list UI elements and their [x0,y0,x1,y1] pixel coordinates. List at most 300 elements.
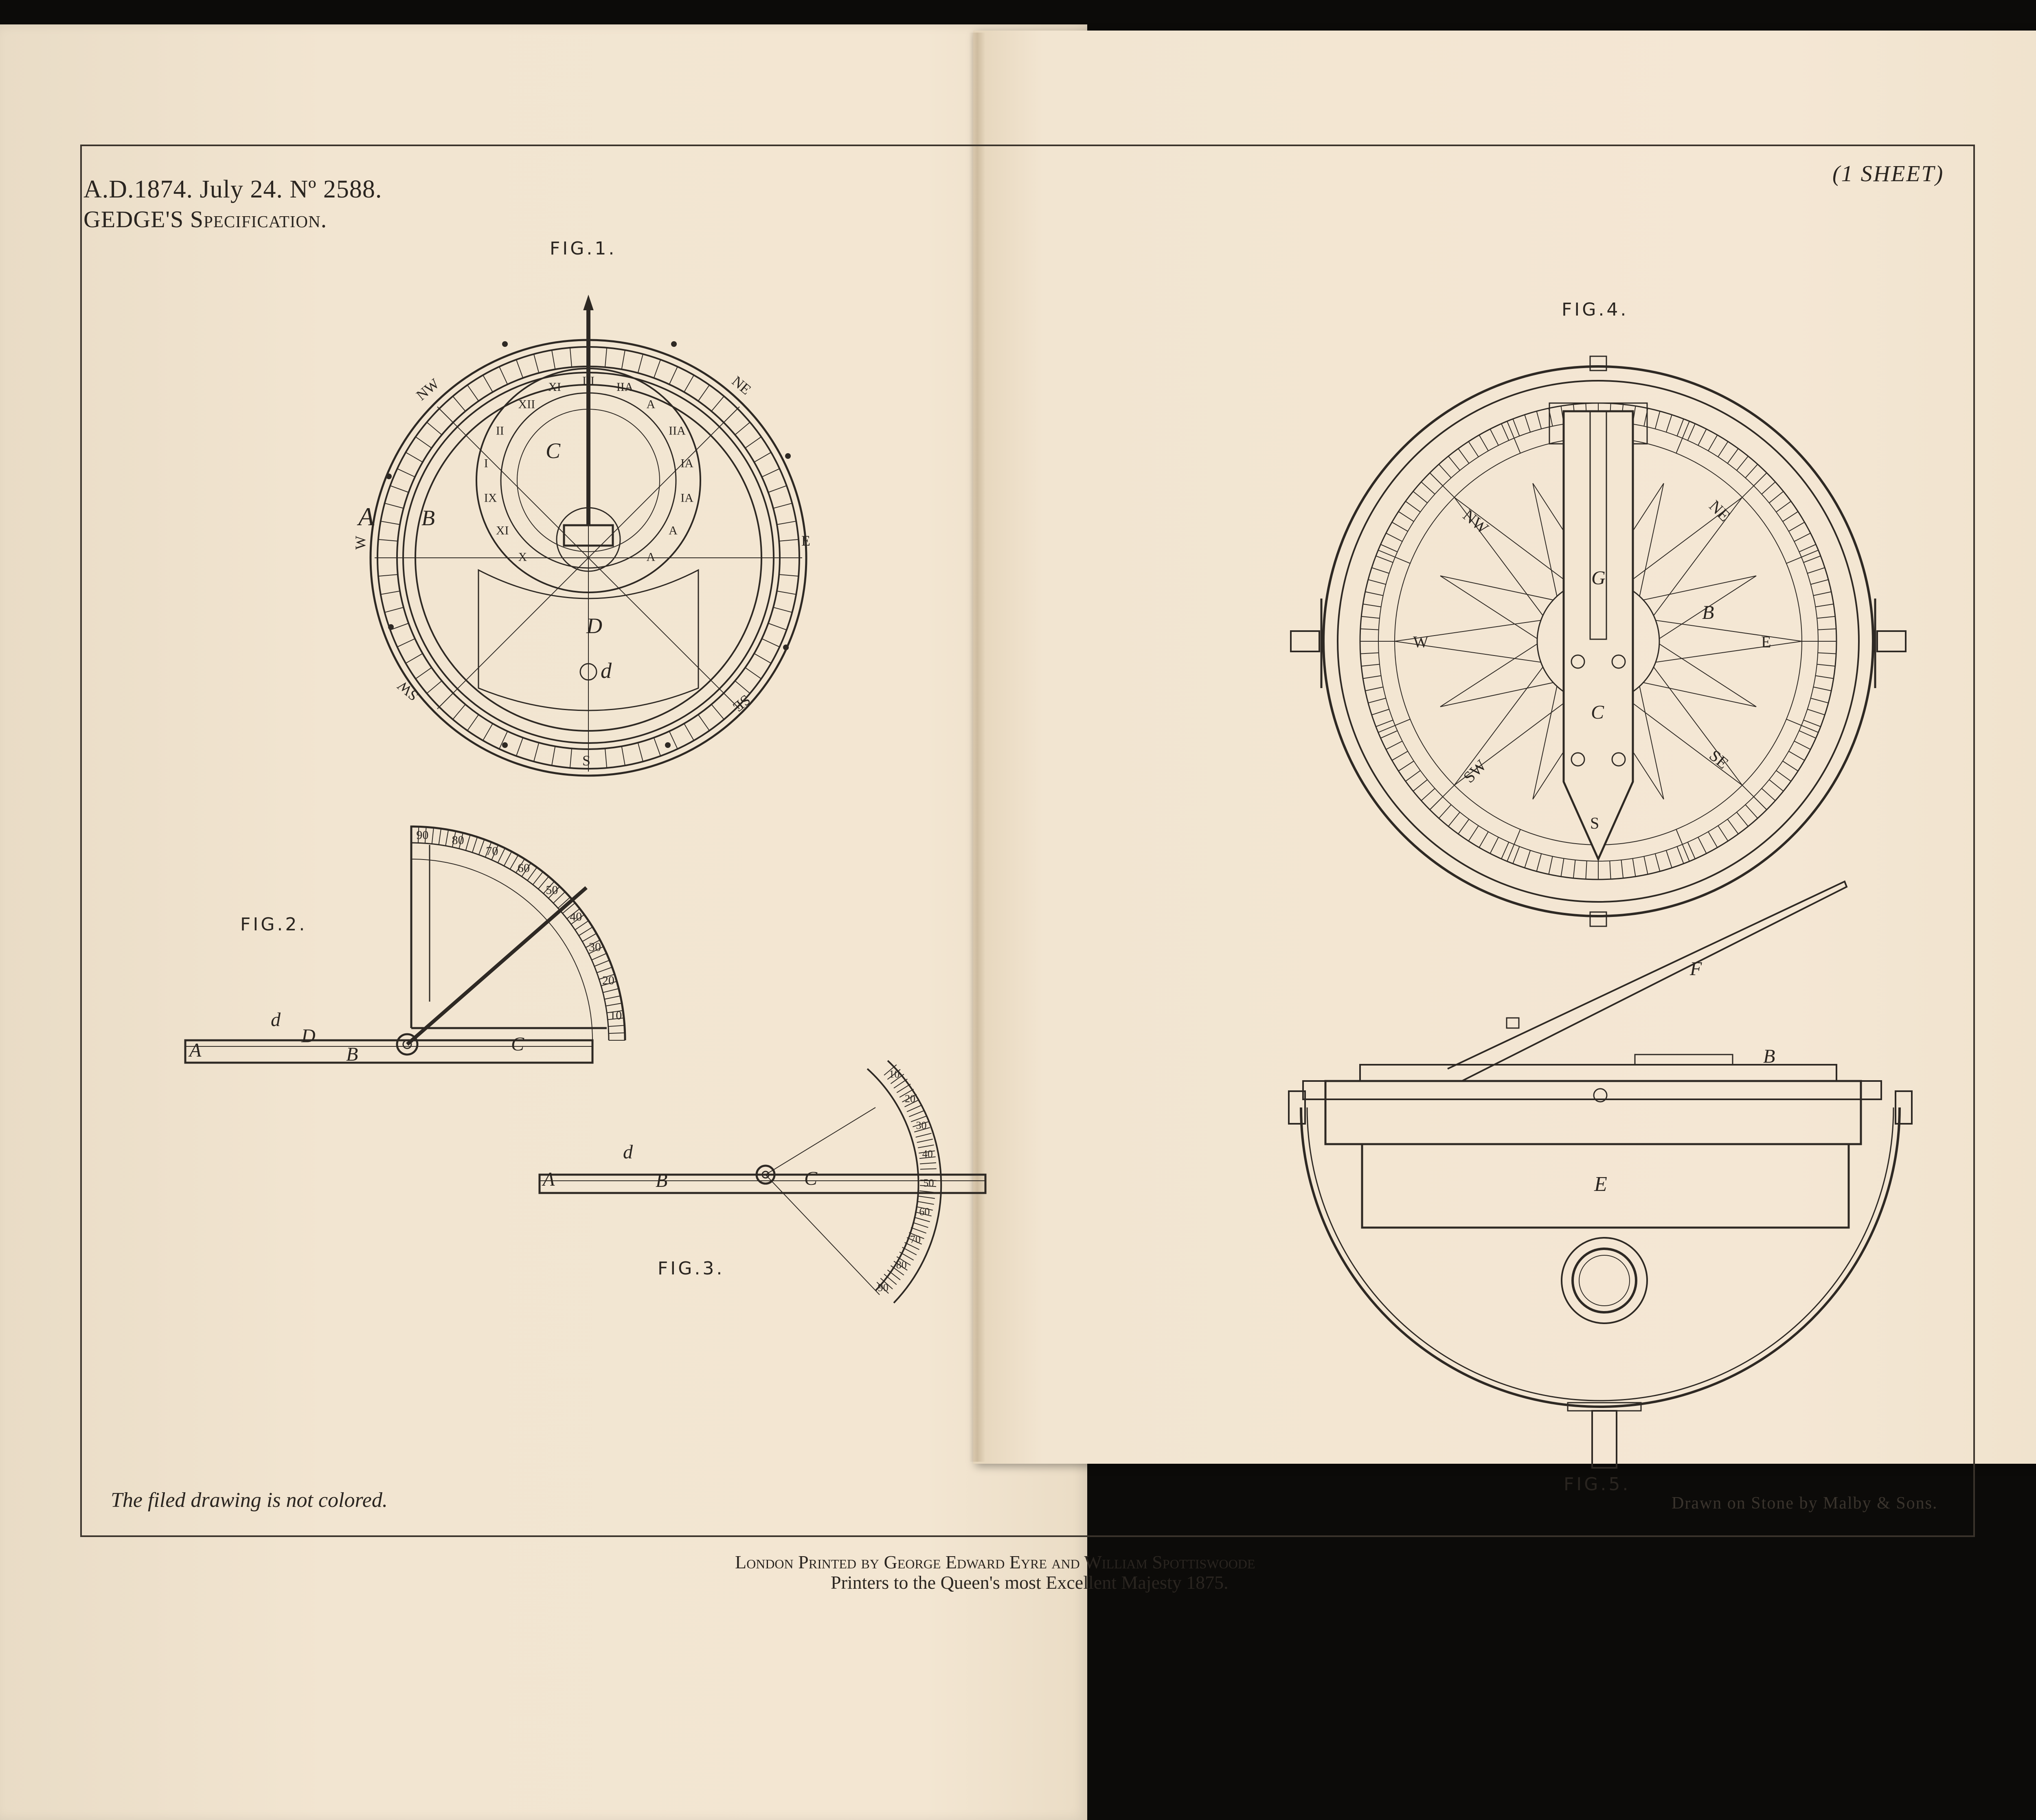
rose-point-line [1440,644,1537,706]
hour-numeral: XI [496,524,509,537]
fig2-label-C: C [511,1033,524,1055]
scale-tick [1688,424,1695,441]
fig1-label-B: B [421,506,435,530]
fig3-quadrant [540,1061,985,1303]
scale-tick [711,704,724,719]
scale-tick [1644,856,1648,874]
scale-tick [735,422,750,435]
scale-tick [445,830,448,846]
scale-tick [1363,604,1381,607]
rose-point-line [1533,686,1557,799]
scale-tick [654,360,660,378]
rose-point-line [1656,641,1802,662]
scale-tick [605,348,607,367]
fig1-dir-E: E [801,533,810,549]
fig1-dir-S: S [582,752,591,769]
scale-tick [1677,846,1684,864]
scale-tick [1439,464,1451,478]
lithographer-credit: Drawn on Stone by Malby & Sons. [1672,1494,1938,1513]
scale-tick [654,738,660,756]
scale-tick [1386,533,1402,541]
scale-tick [762,639,780,647]
hour-numeral: IIA [669,424,686,438]
sheet-count: (1 SHEET) [1832,161,1944,186]
scale-tick [385,607,404,612]
hour-numeral: X [518,550,527,564]
fig4-dir-SE: SE [1706,746,1732,772]
scale-tick [1365,687,1383,691]
scale-tick [479,840,485,855]
scale-tick [1718,826,1728,841]
fig4-dir-NE: NE [1705,496,1734,525]
scale-tick [385,503,404,508]
scale-tick [1479,435,1489,451]
scale-tick [1718,441,1728,457]
scale-tick [1783,511,1798,522]
scale-tick [603,989,619,993]
rose-spoke [1676,421,1689,454]
scale-tick [1811,698,1828,703]
scale-tick [1479,832,1489,848]
fig4-label-B: B [1702,602,1714,623]
scale-tick [381,521,400,524]
scale-tick [1372,709,1389,715]
scale-tick [1573,860,1575,878]
rose-spoke [1378,719,1411,732]
hour-numeral: IA [680,491,693,505]
rose-spoke [1742,785,1767,810]
scale-tick [606,1003,622,1006]
scale-tick [1468,441,1479,457]
scale-tick [773,607,792,612]
rose-point-line [1440,576,1553,600]
fig1-label-A: A [358,502,375,531]
fig2-label-D: D [301,1025,316,1047]
scale-tick [1513,846,1519,864]
degree-number: 80 [452,833,464,847]
scale-tick [1632,858,1635,876]
scale-tick [516,360,523,378]
scale-tick [762,469,780,477]
hour-numeral: XI [548,380,561,394]
degree-number: 30 [588,940,601,954]
scale-tick [622,746,625,765]
fig1-dir-SE: SE [730,691,754,715]
scale-tick [1421,482,1435,494]
hour-numeral: III [582,374,595,388]
scale-tick [1413,780,1427,791]
scale-tick [1561,858,1564,876]
scale-tick [779,575,799,576]
hour-numeral: A [669,524,678,537]
scale-tick [1803,720,1821,727]
scale-tick [907,1105,922,1112]
hour-numeral: IA [680,456,693,470]
scale-tick [1817,616,1835,618]
degree-number: 40 [922,1148,933,1160]
scale-tick [914,1217,930,1222]
scale-tick [604,996,620,999]
fig1-dir-NE: NE [728,373,755,398]
scale-tick [768,623,787,630]
scale-tick [1677,419,1684,436]
scale-tick [439,829,441,845]
scale-tick [378,575,398,576]
scale-tick [432,828,434,844]
scale-tick [1525,415,1530,432]
rose-point-line [1639,686,1663,799]
hour-numeral: A [646,397,656,411]
scale-tick [378,539,398,541]
scale-tick [918,1202,934,1204]
scale-tick [638,354,643,373]
scale-tick [1803,556,1821,562]
scale-tick [1666,415,1672,432]
fig4-dir-NW: NW [1459,506,1492,537]
scale-tick [1762,788,1775,800]
scale-tick [1698,837,1706,853]
scale-tick [917,1139,933,1142]
fig5-label-F: F [1690,958,1702,980]
fig1-label-d: d [601,658,612,683]
scale-tick [1413,491,1427,503]
scale-tick [1776,770,1791,781]
scale-tick [498,848,505,863]
scale-tick [467,715,479,730]
fig4-label-C: C [1591,702,1604,723]
fig1-label-D: D [586,614,602,638]
scale-tick [1468,826,1479,841]
hour-numeral: I [484,456,488,470]
scale-tick [1737,812,1748,827]
scale-tick [533,872,543,885]
degree-number: 10 [610,1009,622,1022]
scale-tick [684,375,694,392]
scale-tick [499,367,507,385]
scale-tick [406,653,423,663]
scale-tick [698,715,710,730]
scale-tick [1537,411,1542,429]
scale-tick [1666,851,1672,868]
printer-imprint-line2: Printers to the Queen's most Excellent Majesty 1875. [831,1572,1229,1593]
hour-numeral: A [646,550,656,564]
fig5-label-B: B [1763,1046,1775,1067]
scale-tick [777,591,796,594]
scale-tick [472,837,477,853]
scale-tick [504,851,512,866]
scale-tick [1398,761,1414,771]
degree-number: 40 [570,910,582,924]
scale-tick [735,681,750,693]
fig2-quadrant [185,827,625,1065]
scale-tick [920,1163,936,1164]
fig3-label-d: d [623,1141,633,1163]
scale-tick [453,704,465,719]
rose-point-line [1654,667,1742,785]
fig1-caption: FIG.1. [550,238,617,259]
scale-tick [595,960,610,966]
scale-tick [622,350,625,369]
scale-tick [777,521,796,524]
scale-tick [592,953,607,960]
scale-tick [698,385,710,401]
scale-tick [1361,664,1380,666]
scale-tick [1365,592,1383,595]
scale-tick [397,639,415,647]
fig2-label-B: B [346,1044,358,1065]
scale-tick [745,668,761,679]
scale-tick [416,437,432,448]
scale-tick [1808,709,1825,715]
hour-numeral: IX [484,491,497,505]
rose-spoke [1786,719,1819,732]
rose-point-line [1659,644,1756,706]
scale-tick [1381,731,1398,738]
scale-tick [605,748,607,768]
scale-tick [1376,556,1393,562]
scale-tick [1799,544,1816,552]
scale-tick [1811,580,1828,585]
degree-number: 50 [546,883,558,897]
fig4-dir-S: S [1590,814,1599,832]
scale-tick [1745,464,1757,478]
scale-tick [711,396,724,411]
scale-tick [1448,812,1460,827]
scale-tick [918,1145,934,1148]
degree-number: 90 [878,1281,889,1294]
scale-tick [1368,580,1386,585]
patent-date-number: A.D.1874. July 24. Nº 2588. [83,175,382,203]
rose-spoke [1430,785,1454,810]
scale-tick [552,746,555,765]
rose-spoke [1676,829,1689,862]
rose-spoke [1430,473,1454,497]
scale-tick [1513,419,1519,436]
scale-tick [684,724,694,741]
degree-number: 90 [416,828,429,842]
scale-tick [597,967,612,973]
scale-tick [1783,761,1798,771]
scale-tick [919,1196,935,1199]
scale-tick [1815,675,1833,678]
scale-tick [390,486,408,492]
degree-number: 10 [889,1068,900,1080]
scale-tick [1363,675,1381,678]
degree-number: 80 [896,1259,907,1271]
scale-tick [570,348,572,367]
scale-tick [1381,544,1398,552]
scale-tick [1817,664,1835,666]
rose-point-line [1533,483,1557,596]
scale-tick [483,724,493,741]
scale-tick [1549,856,1552,874]
scale-tick [453,396,465,411]
scale-tick [416,668,432,679]
fig1-dir-NW: NW [413,375,443,404]
scale-tick [913,1222,928,1227]
rose-point-line [1440,576,1537,638]
scale-tick [745,437,761,448]
fig3-label-C: C [804,1168,818,1189]
rose-point-line [1643,576,1756,600]
fig5-caption: FIG.5. [1564,1474,1631,1495]
fig2-label-d: d [271,1009,281,1031]
fig4-dir-W: W [1413,633,1428,651]
scale-tick [909,1111,924,1117]
fig1-dir-W: W [352,536,369,550]
scale-tick [1392,522,1408,532]
scale-tick [1386,741,1402,749]
degree-number: 60 [919,1206,930,1218]
fig3-label-A: A [543,1169,555,1190]
degree-number: 20 [904,1092,915,1105]
hour-numeral: XII [518,397,535,411]
specification-title: GEDGE'S Specification. [83,206,327,232]
fig4-dir-E: E [1761,633,1771,651]
scale-tick [1698,429,1706,445]
scale-tick [1799,731,1816,738]
fig2-caption: FIG.2. [240,914,307,935]
scale-tick [669,367,678,385]
scale-tick [1794,533,1810,541]
scale-tick [466,835,470,850]
scale-tick [669,731,678,749]
printer-imprint-line1: London Printed by George Edward Eyre and William Spottiswoode [735,1552,1255,1572]
degree-number: 50 [923,1177,934,1189]
scale-tick [1776,501,1791,512]
scale-tick [608,1025,625,1026]
rose-point-line [1643,682,1756,706]
scale-tick [779,539,799,541]
degree-number: 20 [602,974,614,987]
fig2-label-A: A [189,1039,202,1061]
scale-tick [1501,424,1509,441]
scale-tick [1815,604,1833,607]
scale-tick [1372,568,1389,573]
scale-tick [1813,687,1831,691]
rose-point-line [1656,621,1802,641]
scale-tick [1439,805,1451,818]
rose-spoke [1378,550,1411,564]
scale-tick [381,591,400,594]
scale-tick [427,422,442,435]
scale-tick [773,503,792,508]
fig5-compass-elevation [1289,881,1912,1468]
scale-tick [1762,482,1775,494]
scale-tick [1789,751,1805,761]
degree-number: 70 [910,1233,921,1245]
scale-tick [754,653,771,663]
scale-tick [1421,788,1435,800]
fig1-label-C: C [546,439,561,463]
fig3-label-B: B [656,1170,668,1191]
scale-tick [570,748,572,768]
fig3-caption: FIG.3. [658,1258,725,1279]
scale-tick [483,375,493,392]
scale-tick [1501,842,1509,859]
rose-point-line [1440,682,1553,706]
scale-tick [1708,435,1718,451]
scale-tick [397,469,415,477]
scale-tick [1398,511,1414,522]
scale-tick [1737,456,1748,470]
scale-tick [534,743,539,761]
scale-tick [534,354,539,373]
degree-number: 60 [518,861,530,875]
scale-tick [1458,449,1469,463]
scale-tick [1655,854,1660,871]
scale-tick [1537,854,1542,871]
degree-number: 70 [486,844,498,858]
scale-tick [1490,837,1498,853]
scale-tick [911,1228,926,1233]
scale-tick [1361,616,1380,618]
hour-numeral: IIA [616,380,634,394]
scale-tick [902,1247,917,1255]
scale-tick [1708,832,1718,848]
scale-tick [1808,568,1825,573]
scale-tick [1525,851,1530,868]
hour-numeral: II [496,424,504,438]
scale-tick [1727,449,1738,463]
rose-spoke [1742,473,1767,497]
scale-tick [510,855,518,869]
scale-tick [1490,429,1498,445]
scale-tick [1458,819,1469,834]
scale-tick [1727,819,1738,834]
scale-tick [1789,522,1805,532]
scale-tick [406,452,423,462]
scale-tick [1745,805,1757,818]
scale-tick [579,927,592,936]
scale-tick [1813,592,1831,595]
scale-tick [1376,720,1393,727]
fig1-dir-SW: SW [394,678,422,704]
rose-spoke [1786,550,1819,564]
scale-tick [1448,456,1460,470]
scale-tick [1621,860,1623,878]
degree-number: 30 [916,1119,927,1131]
scale-tick [897,1084,910,1092]
rose-point-line [1639,483,1663,596]
scale-tick [768,486,787,492]
scale-tick [1406,501,1420,512]
rose-point-line [1624,697,1742,785]
fig4-dir-SW: SW [1459,756,1490,787]
rose-spoke [1507,421,1520,454]
scale-tick [638,743,643,761]
scale-tick [516,738,523,756]
fig5-label-E: E [1594,1173,1607,1196]
scale-tick [467,385,479,401]
fig4-caption: FIG.4. [1562,299,1629,320]
scale-tick [916,1133,932,1137]
scale-tick [1769,780,1784,791]
scale-tick [754,452,771,462]
fig1-sundial-compass [352,297,810,776]
scale-tick [1769,491,1784,503]
scale-tick [1655,411,1660,429]
scale-tick [1794,741,1810,749]
scale-tick [552,350,555,369]
scale-tick [1406,770,1420,781]
scale-tick [1688,842,1695,859]
scale-tick [427,681,442,693]
rose-spoke [1507,829,1520,862]
fig4-compass [1291,356,1906,926]
scale-tick [1368,698,1386,703]
scale-tick [1392,751,1408,761]
